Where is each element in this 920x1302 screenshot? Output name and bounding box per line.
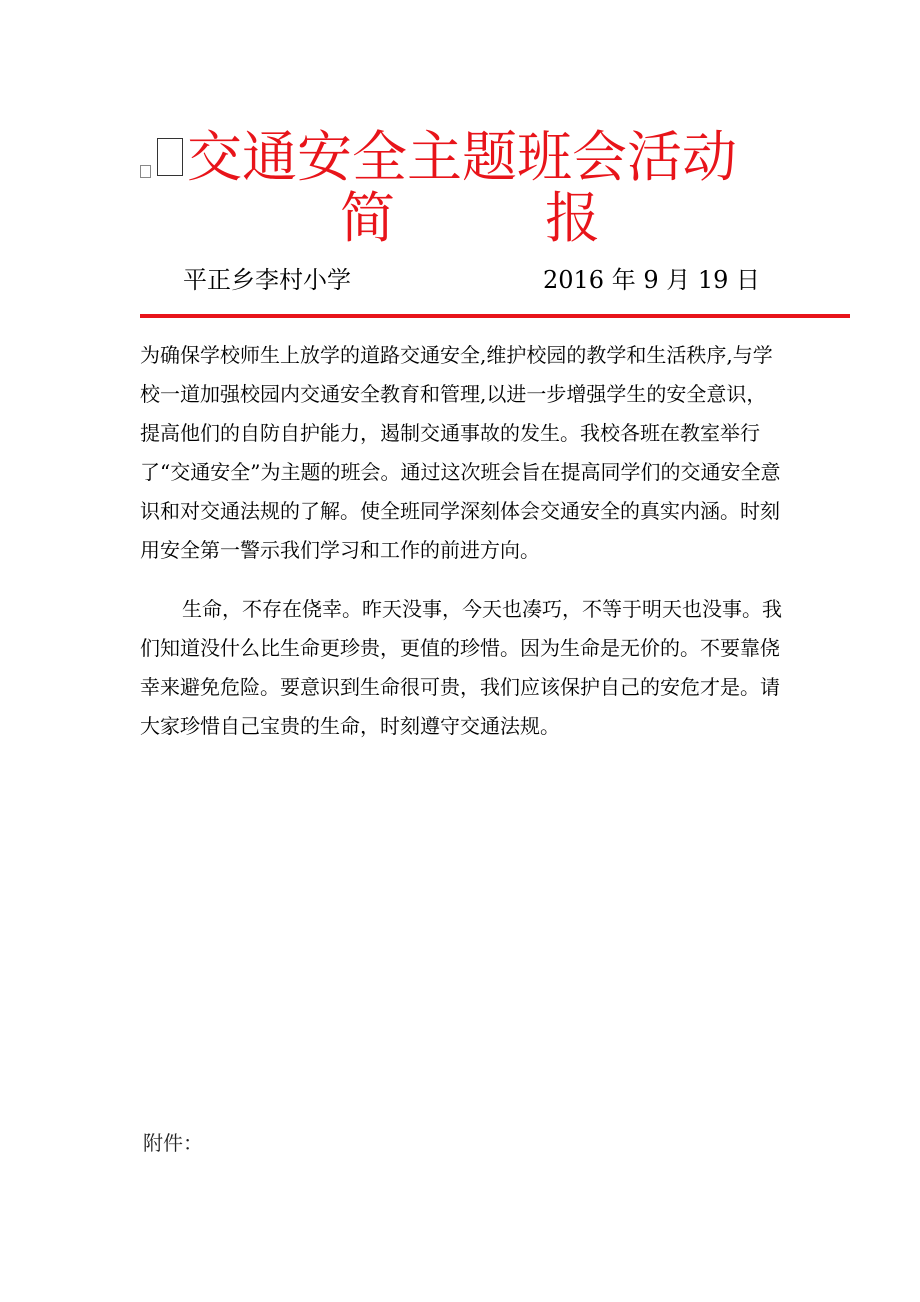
title-line-1 <box>140 118 737 188</box>
missing-glyph-large-icon <box>157 138 183 176</box>
paragraph-2: 生命，不存在侥幸。昨天没事，今天也凑巧，不等于明天也没事。我们知道没什么比生命更珍贵，更值的珍惜。因为生命是无价的。不要靠侥幸来避免危险。要意识到生命很可贵，我们应该保护自己的安危才是。请大家珍惜自己宝贵的生命，时刻遵守交通法规。 <box>140 597 782 738</box>
title-divider <box>140 314 850 318</box>
title-line-2 <box>340 186 600 250</box>
attachment-label: 附件： <box>143 1131 203 1155</box>
title-subtitle-char-2: 报 <box>544 186 600 250</box>
missing-glyph-small-icon <box>140 165 151 178</box>
paragraph-1: 为确保学校师生上放学的道路交通安全,维护校园的教学和生活秩序,与学校一道加强校园内交通安全教育和管理,以进一步增强学生的安全意识，提高他们的自防自护能力，遏制交通事故的发生。我校各班在教室举行了“交通安全”为主题的班会。通过这次班会旨在提高同学们的交通安全意识和对交通法规的了解。使全班同学深刻体会交通安全的真实内涵。时刻用安全第一警示我们学习和工作的前进方向。 <box>140 343 781 562</box>
report-date: 2016 年 9 月 19 日 <box>543 266 761 294</box>
meta-row <box>183 262 763 298</box>
title-subtitle-char-1: 简 <box>340 186 396 250</box>
school-name: 平正乡李村小学 <box>183 266 351 294</box>
page-title: 交通安全主题班会活动 <box>187 125 738 189</box>
body-text <box>140 336 784 746</box>
